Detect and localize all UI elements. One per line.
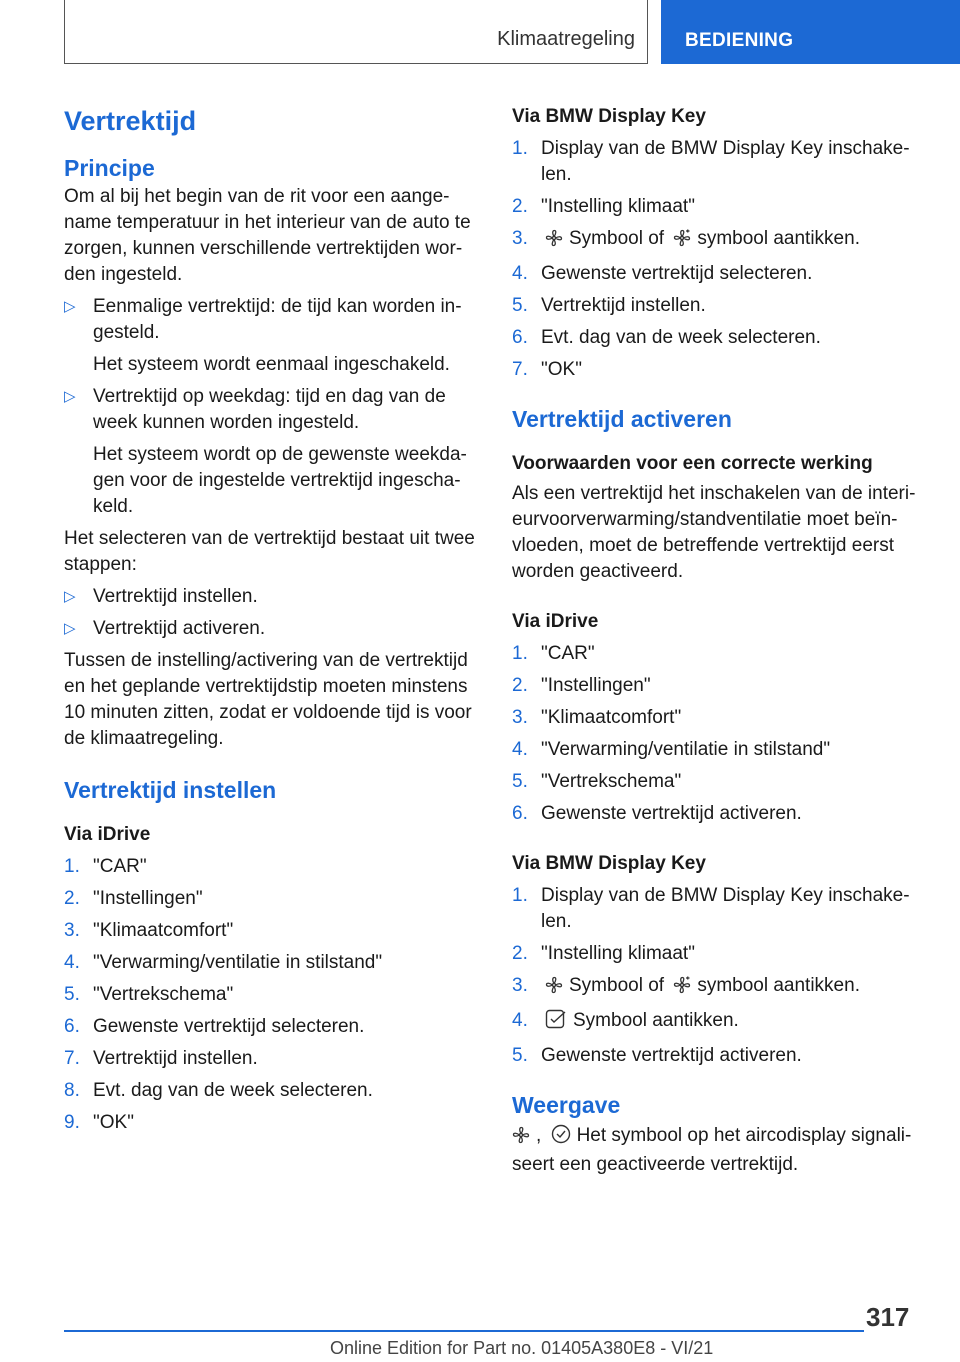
- requirements-heading: Voorwaarden voor een correcte werking: [512, 453, 873, 474]
- instellen-heading: Vertrektijd instellen: [64, 777, 277, 803]
- fan-auto-icon: [673, 229, 691, 255]
- list-item: 7. Vertrektijd instellen.: [64, 1048, 258, 1069]
- list-item: 2. "Instelling klimaat": [512, 196, 695, 217]
- steps-list: [64, 584, 480, 642]
- list-item: 1. Display van de BMW Display Key inschake-len.: [512, 138, 910, 185]
- list-item: 2. "Instelling klimaat": [512, 943, 695, 964]
- list-item: 6. Gewenste vertrektijd activeren.: [512, 803, 802, 824]
- list-item: 4. Gewenste vertrektijd selecteren.: [512, 263, 813, 284]
- triangle-bullet-icon: ▷: [64, 298, 76, 315]
- fan-icon: [512, 1126, 530, 1152]
- list-item: 4. "Verwarming/ventilatie in stilstand": [64, 952, 383, 973]
- right-column: [512, 104, 927, 1178]
- list-item: 3. "Klimaatcomfort": [64, 920, 234, 941]
- list-item: 1. Display van de BMW Display Key inschake-len.: [512, 885, 910, 932]
- idrive-heading: Via iDrive: [64, 824, 151, 845]
- list-item: 4. Symbool aantikken.: [512, 1008, 927, 1037]
- list-item: 5. Gewenste vertrektijd activeren.: [512, 1045, 802, 1066]
- left-column: [64, 100, 480, 1136]
- weergave-heading: Weergave: [512, 1092, 621, 1118]
- list-item: 2. "Instellingen": [512, 675, 651, 696]
- types-list: [64, 294, 480, 520]
- footer-divider: [64, 1330, 864, 1332]
- idrive-heading-right: Via iDrive: [512, 611, 599, 632]
- clock-check-icon: [545, 1009, 567, 1037]
- list-item: ▷ Vertrektijd instellen.: [64, 584, 480, 610]
- list-item: 5. "Vertrekschema": [512, 771, 682, 792]
- display-key-activate-steps: [512, 883, 927, 1069]
- fan-auto-icon: [673, 976, 691, 1002]
- list-item: 9. "OK": [64, 1112, 134, 1133]
- activeren-heading: Vertrektijd activeren: [512, 406, 732, 432]
- list-item: 5. "Vertrekschema": [64, 984, 234, 1005]
- list-item: ▷ Eenmalige vertrektijd: de tijd kan worden in-gesteld. Het systeem wordt eenmaal ingeschakeld.: [64, 296, 462, 375]
- list-item: 8. Evt. dag van de week selecteren.: [64, 1080, 373, 1101]
- list-item: ▷ Vertrektijd activeren.: [64, 616, 480, 642]
- clock-icon: [551, 1124, 571, 1152]
- page-title: Vertrektijd: [64, 106, 197, 136]
- list-item: 5. Vertrektijd instellen.: [512, 295, 706, 316]
- display-key-heading-2: Via BMW Display Key: [512, 853, 706, 874]
- list-item: 4. "Verwarming/ventilatie in stilstand": [512, 739, 831, 760]
- list-item: 1. "CAR": [64, 856, 147, 877]
- weergave-text: , Het symbool op het aircodisplay signali-seert een geactiveerde vertrektijd.: [512, 1125, 912, 1175]
- display-key-heading: Via BMW Display Key: [512, 106, 706, 127]
- header-tab-bediening[interactable]: BEDIENING: [661, 0, 960, 64]
- list-item: ▷ Vertrektijd op weekdag: tijd en dag van de week kunnen worden ingesteld. Het systeem wordt op de gewenste weekda-gen voor de ingestelde vertrektijd ingescha-keld.: [64, 386, 467, 517]
- list-item: 3. "Klimaatcomfort": [512, 707, 682, 728]
- list-item: 6. Gewenste vertrektijd selecteren.: [64, 1016, 365, 1037]
- requirements-text: Als een vertrektijd het inschakelen van de interi-eurvoorverwarming/standventilatie moet beïn-vloeden, moet de betreffende vertrektijd eerst worden geactiveerd.: [512, 483, 916, 582]
- list-item: 2. "Instellingen": [64, 888, 203, 909]
- list-item: 1. "CAR": [512, 643, 595, 664]
- list-item: 3. Symbool of symbool aantikken.: [512, 973, 927, 1002]
- fan-icon: [545, 976, 563, 1002]
- header-section-title: Klimaatregeling: [497, 28, 635, 50]
- list-item: 7. "OK": [512, 359, 582, 380]
- triangle-bullet-icon: ▷: [64, 588, 76, 605]
- triangle-bullet-icon: ▷: [64, 388, 76, 405]
- display-key-steps: [512, 136, 927, 383]
- principe-heading: Principe: [64, 155, 155, 181]
- list-item: 3. Symbool of symbool aantikken.: [512, 226, 927, 255]
- fan-icon: [545, 229, 563, 255]
- idrive-steps: [64, 854, 480, 1136]
- page-number: 317: [866, 1302, 910, 1332]
- steps-intro: Het selecteren van de vertrektijd bestaat uit twee stappen:: [64, 528, 475, 575]
- note-text: Tussen de instelling/activering van de vertrektijd en het geplande vertrektijdstip moeten minstens 10 minuten zitten, zodat er voldoende tijd is voor de klimaatregeling.: [64, 650, 472, 749]
- intro-text: Om al bij het begin van de rit voor een aange-name temperatuur in het interieur van de auto te zorgen, kunnen verschillende vertrektijden wor-den ingesteld.: [64, 186, 471, 285]
- triangle-bullet-icon: ▷: [64, 620, 76, 637]
- list-item: 6. Evt. dag van de week selecteren.: [512, 327, 821, 348]
- idrive-activate-steps: [512, 641, 927, 827]
- footer-edition: Online Edition for Part no. 01405A380E8 - VI/21: [330, 1338, 714, 1358]
